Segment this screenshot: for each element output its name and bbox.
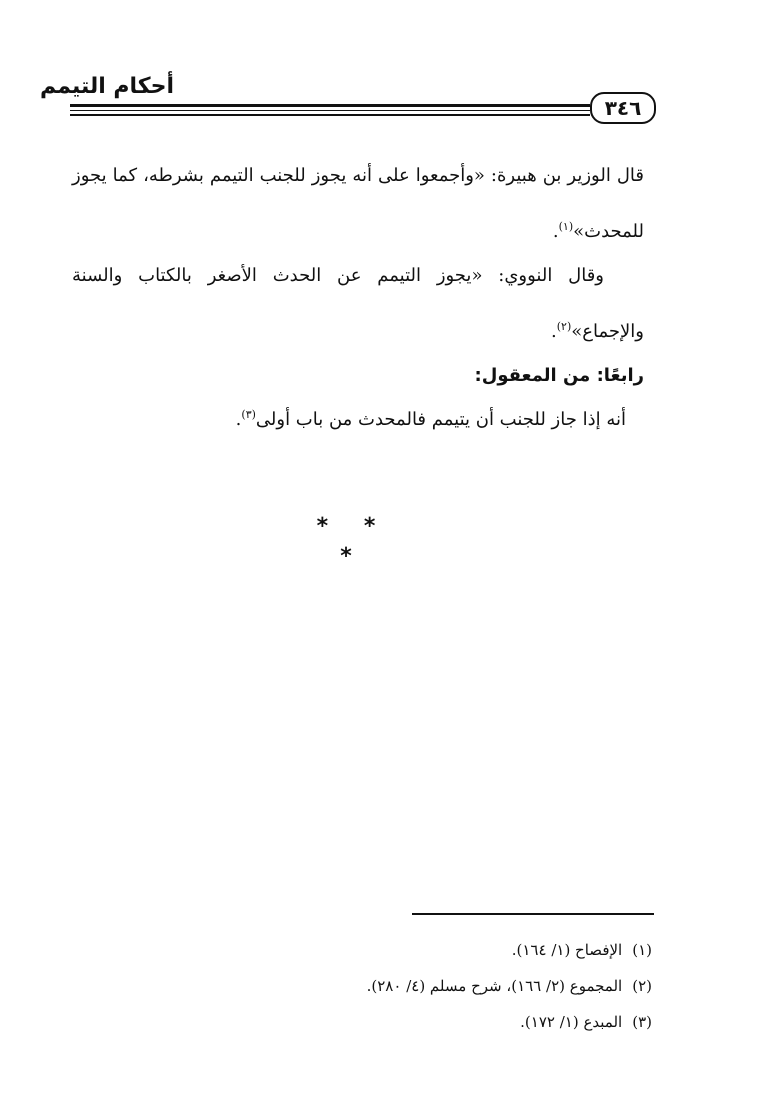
- footnote-text: المبدع (١/ ١٧٢).: [520, 1013, 623, 1031]
- footnote-number: (٣): [632, 1013, 652, 1031]
- footnote-ref[interactable]: (١): [558, 220, 574, 233]
- paragraph-reasoning: أنه إذا جاز للجنب أن يتيمم فالمحدث من باب أولى$^{(٣)}$.: [235, 408, 626, 430]
- footnote-number: (١): [632, 941, 652, 959]
- paragraph-nawawi: وقال النووي: «يجوز التيمم عن الحدث الأصغر بالكتاب والسنة والإجماع»$^{(٢)}$.: [72, 265, 644, 342]
- header-rule: [70, 110, 590, 111]
- footnotes-list: [152, 932, 652, 1040]
- page-number-badge: ٣٤٦: [590, 92, 656, 124]
- footnote-item: [152, 968, 652, 1004]
- running-title: أحكام التيمم: [40, 74, 174, 99]
- footnote-item: [152, 1004, 652, 1040]
- footnote-text: المجموع (٢/ ١٦٦)، شرح مسلم (٤/ ٢٨٠).: [366, 977, 623, 995]
- footnote-ref[interactable]: (٢): [556, 320, 572, 333]
- footnote-item: [152, 932, 652, 968]
- footnote-rule: [412, 913, 654, 915]
- paragraph-text: وقال النووي: «يجوز التيمم عن الحدث الأصغر بالكتاب والسنة والإجماع»: [72, 265, 644, 342]
- section-heading: رابعًا: من المعقول:: [474, 365, 644, 386]
- footnote-ref[interactable]: (٣): [241, 408, 256, 421]
- paragraph-text: قال الوزير بن هبيرة: «وأجمعوا على أنه يجوز للجنب التيمم بشرطه، كما يجوز للمحدث»: [72, 165, 644, 242]
- asterism-separator: * * *: [316, 514, 390, 569]
- footnote-text: الإفصاح (١/ ١٦٤).: [511, 941, 623, 959]
- header-rule: [70, 114, 590, 116]
- paragraph-ibn-hubayra: قال الوزير بن هبيرة: «وأجمعوا على أنه يجوز للجنب التيمم بشرطه، كما يجوز للمحدث»$^{(١)}$.: [72, 165, 644, 242]
- footnote-number: (٢): [632, 977, 652, 995]
- paragraph-text: أنه إذا جاز للجنب أن يتيمم فالمحدث من باب أولى: [255, 409, 626, 430]
- header-rule: [70, 104, 590, 107]
